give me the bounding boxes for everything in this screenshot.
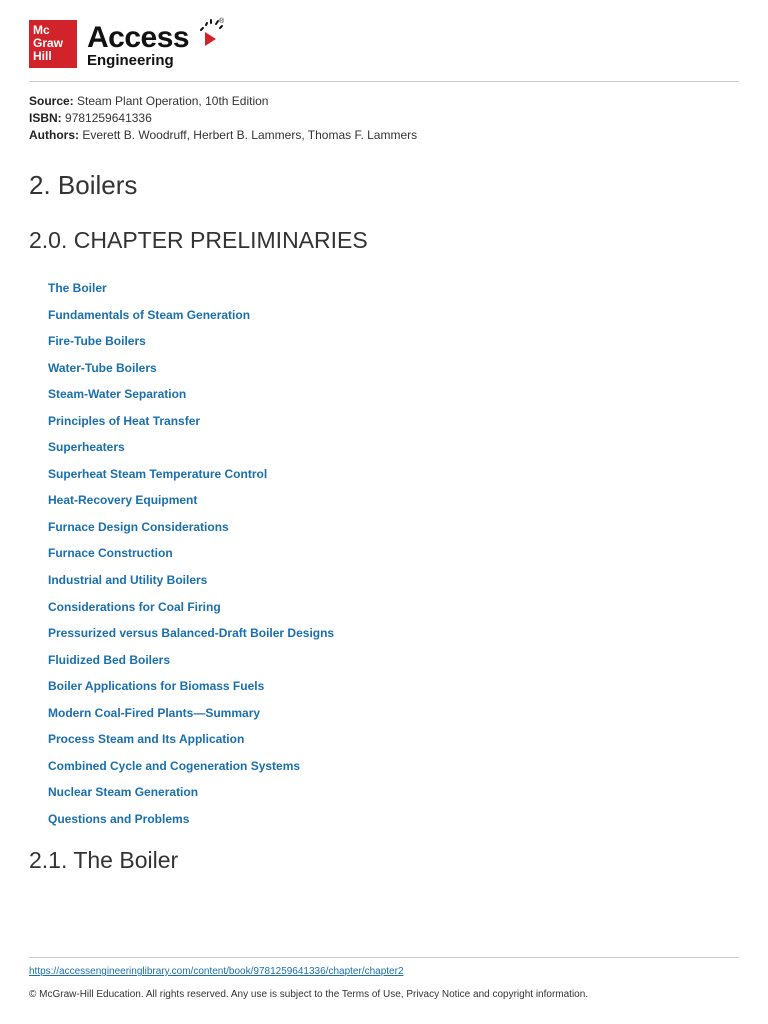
- toc-item: [48, 280, 334, 307]
- toc-link-water-tube[interactable]: Water-Tube Boilers: [48, 360, 157, 375]
- footer-url-link[interactable]: https://accessengineeringlibrary.com/content/book/9781259641336/chapter/chapter2: [29, 966, 404, 977]
- authors-value: Everett B. Woodruff, Herbert B. Lammers, Thomas F. Lammers: [82, 128, 418, 142]
- toc-link-coal-fired-summary[interactable]: Modern Coal-Fired Plants—Summary: [48, 705, 261, 720]
- isbn-line: [29, 110, 417, 127]
- toc-item: [48, 439, 334, 466]
- toc-item: [48, 625, 334, 652]
- toc-item: [48, 572, 334, 599]
- toc-link-superheaters[interactable]: Superheaters: [48, 440, 125, 455]
- footer-divider: [29, 957, 739, 958]
- header: [29, 18, 739, 72]
- subsection-title: 2.1. The Boiler: [29, 847, 179, 873]
- mcgraw-hill-logo[interactable]: [29, 20, 77, 68]
- toc-item: [48, 307, 334, 334]
- isbn-value: 9781259641336: [65, 111, 152, 125]
- registered-mark: ®: [219, 18, 225, 25]
- header-divider: [29, 81, 739, 82]
- toc-item: [48, 758, 334, 785]
- toc-link-combined-cycle[interactable]: Combined Cycle and Cogeneration Systems: [48, 758, 301, 773]
- logo-line-2: Graw: [33, 36, 64, 50]
- toc-item: [48, 386, 334, 413]
- toc-link-biomass[interactable]: Boiler Applications for Biomass Fuels: [48, 679, 265, 694]
- toc-item: [48, 333, 334, 360]
- play-arrow-icon: [205, 32, 216, 46]
- toc-link-the-boiler[interactable]: The Boiler: [48, 281, 107, 295]
- toc-item: [48, 545, 334, 572]
- footer-copyright: © McGraw-Hill Education. All rights reserved. Any use is subject to the Terms of Use, Privacy Notice and copyright information.: [29, 989, 589, 1000]
- source-line: [29, 93, 417, 110]
- toc-item: [48, 519, 334, 546]
- toc-link-fire-tube[interactable]: Fire-Tube Boilers: [48, 334, 146, 349]
- toc-link-fundamentals[interactable]: Fundamentals of Steam Generation: [48, 307, 251, 322]
- toc-link-coal-firing[interactable]: Considerations for Coal Firing: [48, 599, 221, 614]
- book-meta: [29, 93, 417, 144]
- table-of-contents: [48, 280, 334, 837]
- toc-link-heat-transfer[interactable]: Principles of Heat Transfer: [48, 413, 201, 428]
- brand-subtitle: Engineering: [87, 52, 174, 69]
- toc-item: [48, 784, 334, 811]
- toc-link-heat-recovery[interactable]: Heat-Recovery Equipment: [48, 493, 198, 508]
- chapter-title: 2. Boilers: [29, 170, 138, 200]
- toc-item: [48, 731, 334, 758]
- section-title: 2.0. CHAPTER PRELIMINARIES: [29, 227, 368, 253]
- toc-link-questions[interactable]: Questions and Problems: [48, 811, 190, 826]
- authors-line: [29, 127, 417, 144]
- toc-item: [48, 678, 334, 705]
- toc-link-fluidized-bed[interactable]: Fluidized Bed Boilers: [48, 652, 171, 667]
- brand-title[interactable]: Access: [87, 21, 190, 54]
- toc-link-nuclear[interactable]: Nuclear Steam Generation: [48, 785, 199, 800]
- toc-link-pressurized-balanced[interactable]: Pressurized versus Balanced-Draft Boiler Designs: [48, 626, 335, 641]
- toc-link-steam-water-separation[interactable]: Steam-Water Separation: [48, 387, 187, 402]
- toc-item: [48, 492, 334, 519]
- isbn-label: ISBN:: [29, 111, 62, 125]
- toc-link-process-steam[interactable]: Process Steam and Its Application: [48, 732, 245, 747]
- toc-link-superheat-control[interactable]: Superheat Steam Temperature Control: [48, 466, 268, 481]
- toc-item: [48, 811, 334, 838]
- toc-link-furnace-construction[interactable]: Furnace Construction: [48, 546, 173, 561]
- authors-label: Authors:: [29, 128, 79, 142]
- toc-item: [48, 599, 334, 626]
- toc-link-industrial-utility[interactable]: Industrial and Utility Boilers: [48, 573, 208, 588]
- toc-item: [48, 413, 334, 440]
- source-value: Steam Plant Operation, 10th Edition: [77, 94, 269, 108]
- toc-item: [48, 360, 334, 387]
- logo-line-1: Mc: [33, 23, 50, 37]
- toc-item: [48, 466, 334, 493]
- source-label: Source:: [29, 94, 74, 108]
- toc-link-furnace-design[interactable]: Furnace Design Considerations: [48, 519, 229, 534]
- toc-item: [48, 652, 334, 679]
- toc-item: [48, 705, 334, 732]
- logo-line-3: Hill: [33, 49, 52, 63]
